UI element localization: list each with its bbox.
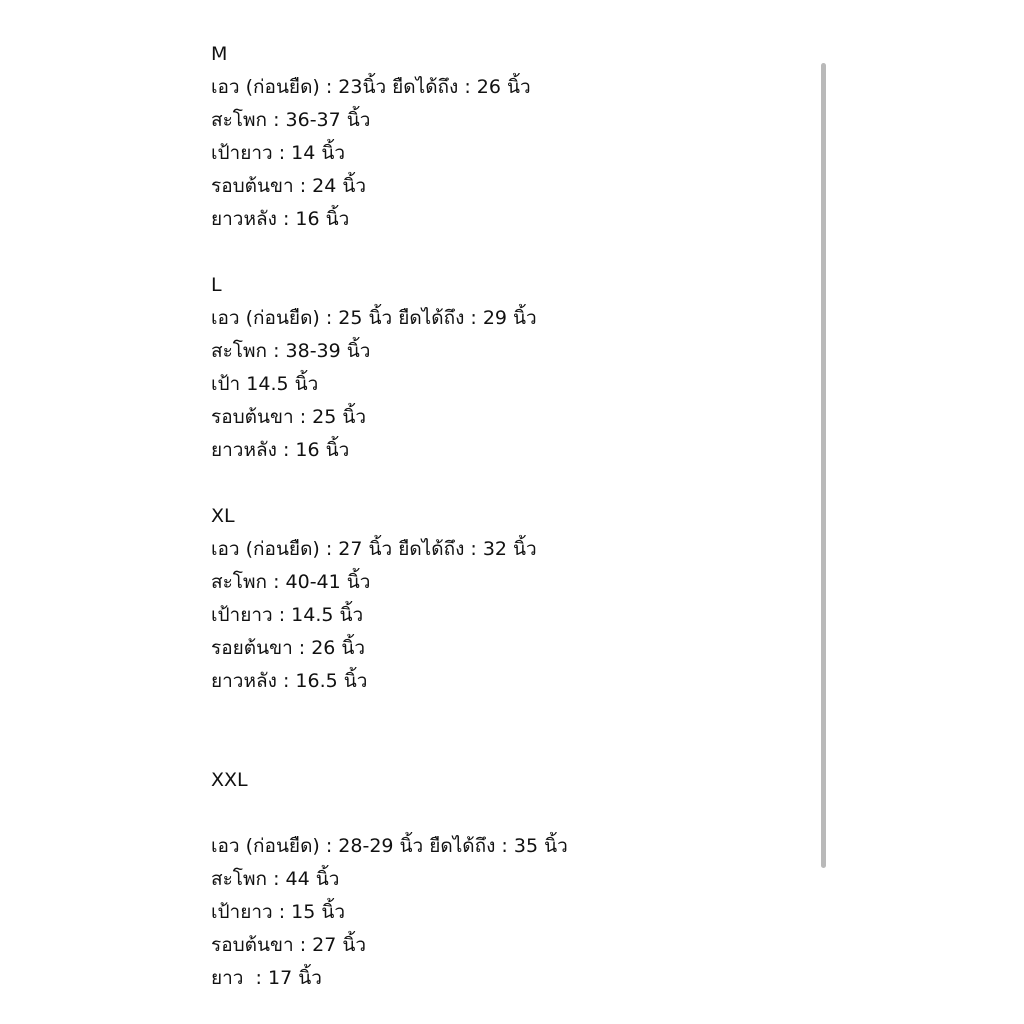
measurement-thigh: รอบต้นขา : 24 นิ้ว [211, 175, 367, 197]
size-section-m [211, 38, 811, 236]
measurement-waist: เอว (ก่อนยืด) : 23นิ้ว ยืดได้ถึง : 26 นิ้ว [211, 76, 531, 98]
measurement-back-length: ยาวหลัง : 16 นิ้ว [211, 208, 350, 230]
measurement-waist: เอว (ก่อนยืด) : 27 นิ้ว ยืดได้ถึง : 32 นิ้ว [211, 538, 537, 560]
size-label: XXL [211, 769, 248, 791]
measurement-rise: เป้า 14.5 นิ้ว [211, 373, 319, 395]
measurement-length: ยาว : 17 นิ้ว [211, 967, 322, 989]
size-section-l [211, 269, 811, 467]
measurement-rise: เป้ายาว : 14 นิ้ว [211, 142, 346, 164]
vertical-scrollbar[interactable] [821, 63, 826, 868]
section-spacer [211, 467, 811, 500]
size-label: L [211, 274, 222, 296]
measurement-hip: สะโพก : 44 นิ้ว [211, 868, 340, 890]
measurement-hip: สะโพก : 40-41 นิ้ว [211, 571, 371, 593]
label-spacer [211, 797, 811, 830]
measurement-hip: สะโพก : 38-39 นิ้ว [211, 340, 371, 362]
measurement-back-length: ยาวหลัง : 16.5 นิ้ว [211, 670, 368, 692]
measurement-thigh: รอบต้นขา : 27 นิ้ว [211, 934, 367, 956]
measurement-thigh: รอยต้นขา : 26 นิ้ว [211, 637, 366, 659]
measurement-rise: เป้ายาว : 15 นิ้ว [211, 901, 346, 923]
size-section-xxl [211, 764, 811, 995]
measurement-back-length: ยาวหลัง : 16 นิ้ว [211, 439, 350, 461]
section-spacer [211, 236, 811, 269]
measurement-waist: เอว (ก่อนยืด) : 28-29 นิ้ว ยืดได้ถึง : 35 นิ้ว [211, 835, 568, 857]
size-label: M [211, 43, 228, 65]
size-section-xl [211, 500, 811, 698]
measurement-hip: สะโพก : 36-37 นิ้ว [211, 109, 371, 131]
measurement-rise: เป้ายาว : 14.5 นิ้ว [211, 604, 364, 626]
size-chart-document [211, 38, 811, 995]
size-label: XL [211, 505, 235, 527]
measurement-waist: เอว (ก่อนยืด) : 25 นิ้ว ยืดได้ถึง : 29 นิ้ว [211, 307, 537, 329]
measurement-thigh: รอบต้นขา : 25 นิ้ว [211, 406, 367, 428]
section-spacer [211, 698, 811, 764]
